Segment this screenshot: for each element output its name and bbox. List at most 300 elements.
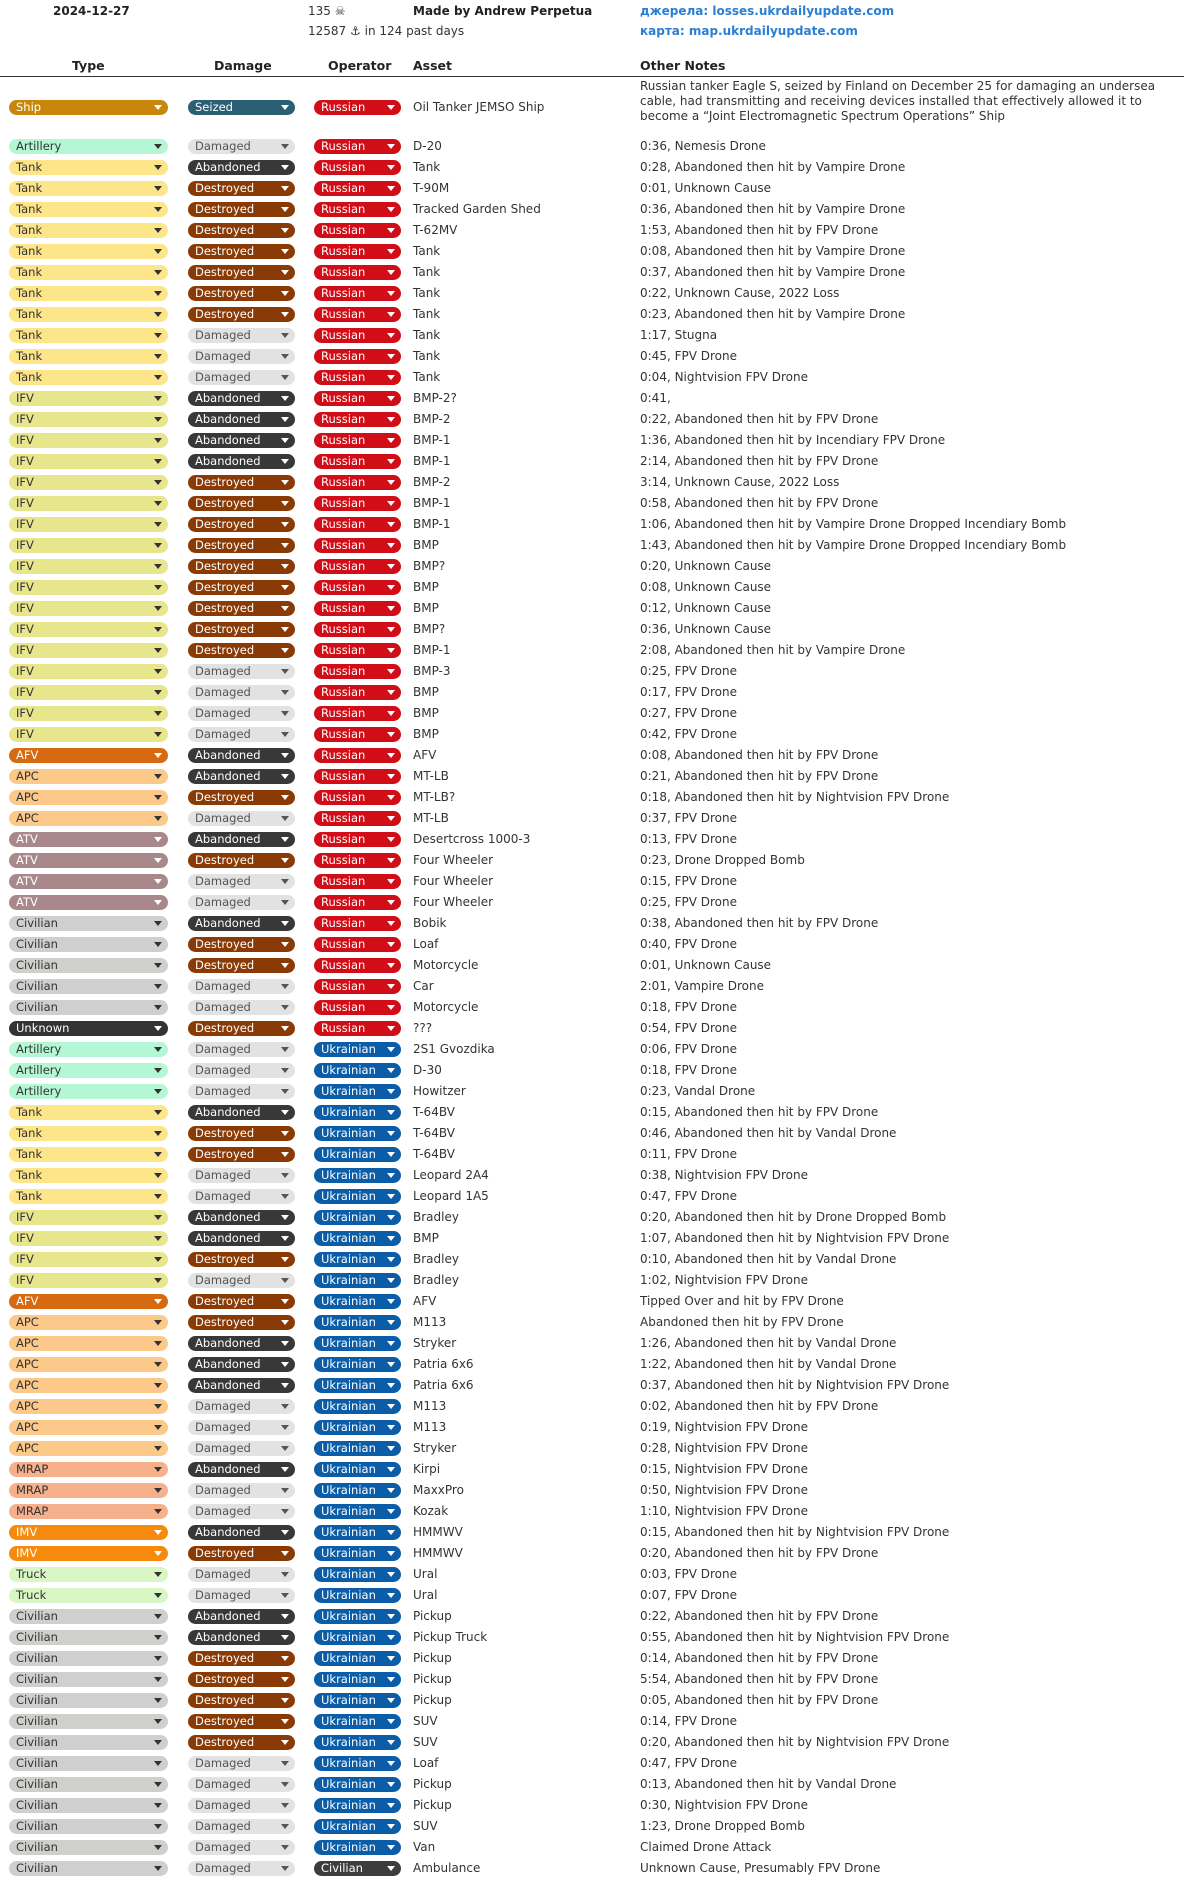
operator-dropdown[interactable]	[314, 244, 401, 259]
damage-dropdown[interactable]	[188, 1252, 295, 1267]
damage-dropdown[interactable]	[188, 769, 295, 784]
operator-dropdown[interactable]	[314, 454, 401, 469]
notes-cell: 0:30, Nightvision FPV Drone	[640, 1798, 808, 1812]
damage-dropdown[interactable]	[188, 1126, 295, 1141]
operator-dropdown[interactable]	[314, 517, 401, 532]
type-dropdown[interactable]	[9, 223, 168, 238]
asset-cell: BMP	[413, 580, 439, 594]
col-type-header: Type	[72, 58, 105, 73]
damage-dropdown[interactable]	[188, 370, 295, 385]
operator-dropdown[interactable]	[314, 1504, 401, 1519]
damage-dropdown[interactable]	[188, 1273, 295, 1288]
type-dropdown[interactable]	[9, 895, 168, 910]
type-dropdown[interactable]	[9, 202, 168, 217]
type-dropdown[interactable]	[9, 1168, 168, 1183]
damage-dropdown[interactable]	[188, 1042, 295, 1057]
chevron-down-icon	[154, 774, 162, 779]
damage-dropdown[interactable]	[188, 1168, 295, 1183]
operator-dropdown[interactable]	[314, 496, 401, 511]
type-dropdown[interactable]	[9, 664, 168, 679]
operator-dropdown[interactable]	[314, 1630, 401, 1645]
type-dropdown-label: Tank	[16, 1147, 43, 1161]
operator-dropdown[interactable]	[314, 181, 401, 196]
damage-dropdown[interactable]	[188, 1063, 295, 1078]
operator-dropdown[interactable]	[314, 1525, 401, 1540]
operator-dropdown-label: Russian	[321, 286, 366, 300]
type-dropdown[interactable]	[9, 748, 168, 763]
operator-dropdown[interactable]	[314, 475, 401, 490]
damage-dropdown[interactable]	[188, 1504, 295, 1519]
damage-dropdown[interactable]	[188, 1147, 295, 1162]
operator-dropdown[interactable]	[314, 1672, 401, 1687]
table-row	[0, 1312, 1184, 1333]
table-row	[0, 766, 1184, 787]
type-dropdown[interactable]	[9, 1588, 168, 1603]
type-dropdown[interactable]	[9, 622, 168, 637]
operator-dropdown[interactable]	[314, 1168, 401, 1183]
damage-dropdown[interactable]	[188, 580, 295, 595]
type-dropdown[interactable]	[9, 1252, 168, 1267]
type-dropdown[interactable]	[9, 643, 168, 658]
damage-dropdown[interactable]	[188, 433, 295, 448]
type-dropdown[interactable]	[9, 517, 168, 532]
operator-dropdown[interactable]	[314, 1693, 401, 1708]
operator-dropdown[interactable]	[314, 1357, 401, 1372]
type-dropdown[interactable]	[9, 727, 168, 742]
chevron-down-icon	[387, 1698, 395, 1703]
operator-dropdown[interactable]	[314, 1399, 401, 1414]
type-dropdown-label: Tank	[16, 1168, 43, 1182]
damage-dropdown[interactable]	[188, 1798, 295, 1813]
chevron-down-icon	[387, 1866, 395, 1871]
damage-dropdown[interactable]	[188, 643, 295, 658]
type-dropdown[interactable]	[9, 706, 168, 721]
damage-dropdown-label: Abandoned	[195, 1231, 261, 1245]
type-dropdown[interactable]	[9, 790, 168, 805]
chevron-down-icon	[281, 900, 289, 905]
table-row	[0, 157, 1184, 178]
damage-dropdown[interactable]	[188, 1588, 295, 1603]
type-dropdown[interactable]	[9, 1126, 168, 1141]
type-dropdown[interactable]	[9, 559, 168, 574]
operator-dropdown[interactable]	[314, 1210, 401, 1225]
damage-dropdown[interactable]	[188, 832, 295, 847]
table-row	[0, 472, 1184, 493]
notes-cell: 0:18, FPV Drone	[640, 1063, 737, 1077]
damage-dropdown[interactable]	[188, 895, 295, 910]
operator-dropdown[interactable]	[314, 643, 401, 658]
operator-dropdown[interactable]	[314, 769, 401, 784]
type-dropdown[interactable]	[9, 811, 168, 826]
operator-dropdown[interactable]	[314, 916, 401, 931]
type-dropdown[interactable]	[9, 307, 168, 322]
type-dropdown[interactable]	[9, 1357, 168, 1372]
type-dropdown[interactable]	[9, 160, 168, 175]
damage-dropdown[interactable]	[188, 1651, 295, 1666]
operator-dropdown[interactable]	[314, 1819, 401, 1834]
operator-dropdown[interactable]	[314, 160, 401, 175]
chevron-down-icon	[281, 1698, 289, 1703]
type-dropdown[interactable]	[9, 853, 168, 868]
type-dropdown[interactable]	[9, 769, 168, 784]
chevron-down-icon	[281, 1488, 289, 1493]
type-dropdown[interactable]	[9, 937, 168, 952]
damage-dropdown[interactable]	[188, 1210, 295, 1225]
type-dropdown[interactable]	[9, 1756, 168, 1771]
damage-dropdown[interactable]	[188, 979, 295, 994]
damage-dropdown[interactable]	[188, 1441, 295, 1456]
damage-dropdown[interactable]	[188, 349, 295, 364]
operator-dropdown-label: Russian	[321, 181, 366, 195]
operator-dropdown[interactable]	[314, 349, 401, 364]
damage-dropdown[interactable]	[188, 601, 295, 616]
operator-dropdown[interactable]	[314, 1336, 401, 1351]
type-dropdown[interactable]	[9, 1462, 168, 1477]
operator-dropdown-label: Ukrainian	[321, 1504, 376, 1518]
operator-dropdown[interactable]	[314, 223, 401, 238]
type-dropdown-label: IFV	[16, 706, 34, 720]
operator-dropdown[interactable]	[314, 538, 401, 553]
damage-dropdown[interactable]	[188, 328, 295, 343]
table-row	[0, 1774, 1184, 1795]
type-dropdown[interactable]	[9, 286, 168, 301]
damage-dropdown[interactable]	[188, 1231, 295, 1246]
operator-dropdown[interactable]	[314, 202, 401, 217]
operator-dropdown[interactable]	[314, 622, 401, 637]
table-row	[0, 1186, 1184, 1207]
type-dropdown[interactable]	[9, 1483, 168, 1498]
operator-dropdown[interactable]	[314, 811, 401, 826]
type-dropdown[interactable]	[9, 979, 168, 994]
damage-dropdown[interactable]	[188, 559, 295, 574]
damage-dropdown[interactable]	[188, 1609, 295, 1624]
damage-dropdown[interactable]	[188, 1693, 295, 1708]
type-dropdown[interactable]	[9, 580, 168, 595]
type-dropdown[interactable]	[9, 601, 168, 616]
operator-dropdown[interactable]	[314, 1147, 401, 1162]
damage-dropdown[interactable]	[188, 706, 295, 721]
operator-dropdown[interactable]	[314, 391, 401, 406]
type-dropdown[interactable]	[9, 1147, 168, 1162]
type-dropdown[interactable]	[9, 454, 168, 469]
damage-dropdown[interactable]	[188, 160, 295, 175]
operator-dropdown[interactable]	[314, 580, 401, 595]
damage-dropdown[interactable]	[188, 1105, 295, 1120]
damage-dropdown-label: Destroyed	[195, 1252, 255, 1266]
operator-dropdown[interactable]	[314, 1420, 401, 1435]
damage-dropdown[interactable]	[188, 1672, 295, 1687]
type-dropdown[interactable]	[9, 1609, 168, 1624]
damage-dropdown[interactable]	[188, 1294, 295, 1309]
table-row	[0, 1081, 1184, 1102]
type-dropdown[interactable]	[9, 265, 168, 280]
operator-dropdown[interactable]	[314, 433, 401, 448]
operator-dropdown[interactable]	[314, 1735, 401, 1750]
damage-dropdown[interactable]	[188, 475, 295, 490]
damage-dropdown[interactable]	[188, 1546, 295, 1561]
operator-dropdown[interactable]	[314, 1105, 401, 1120]
operator-dropdown[interactable]	[314, 1588, 401, 1603]
damage-dropdown[interactable]	[188, 916, 295, 931]
operator-dropdown[interactable]	[314, 286, 401, 301]
damage-dropdown-label: Damaged	[195, 1042, 251, 1056]
type-dropdown[interactable]	[9, 433, 168, 448]
operator-dropdown[interactable]	[314, 1231, 401, 1246]
type-dropdown[interactable]	[9, 1672, 168, 1687]
type-dropdown[interactable]	[9, 1840, 168, 1855]
chevron-down-icon	[154, 1845, 162, 1850]
damage-dropdown[interactable]	[188, 538, 295, 553]
damage-dropdown[interactable]	[188, 1483, 295, 1498]
asset-cell: AFV	[413, 748, 437, 762]
damage-dropdown[interactable]	[188, 454, 295, 469]
operator-dropdown[interactable]	[314, 1021, 401, 1036]
type-dropdown[interactable]	[9, 832, 168, 847]
type-dropdown[interactable]	[9, 1546, 168, 1561]
type-dropdown[interactable]	[9, 1504, 168, 1519]
operator-dropdown[interactable]	[314, 790, 401, 805]
type-dropdown[interactable]	[9, 916, 168, 931]
type-dropdown[interactable]	[9, 1693, 168, 1708]
operator-dropdown-label: Ukrainian	[321, 1084, 376, 1098]
damage-dropdown[interactable]	[188, 517, 295, 532]
type-dropdown[interactable]	[9, 139, 168, 154]
chevron-down-icon	[281, 837, 289, 842]
damage-dropdown[interactable]	[188, 874, 295, 889]
operator-dropdown[interactable]	[314, 832, 401, 847]
damage-dropdown[interactable]	[188, 1567, 295, 1582]
type-dropdown[interactable]	[9, 328, 168, 343]
operator-dropdown[interactable]	[314, 1651, 401, 1666]
damage-dropdown[interactable]	[188, 139, 295, 154]
operator-dropdown[interactable]	[314, 139, 401, 154]
chevron-down-icon	[154, 732, 162, 737]
type-dropdown[interactable]	[9, 874, 168, 889]
asset-cell: 2S1 Gvozdika	[413, 1042, 495, 1056]
operator-dropdown[interactable]	[314, 1189, 401, 1204]
table-row	[0, 1039, 1184, 1060]
type-dropdown[interactable]	[9, 685, 168, 700]
operator-dropdown[interactable]	[314, 1567, 401, 1582]
operator-dropdown[interactable]	[314, 307, 401, 322]
type-dropdown[interactable]	[9, 1399, 168, 1414]
type-dropdown[interactable]	[9, 1000, 168, 1015]
chevron-down-icon	[154, 1341, 162, 1346]
damage-dropdown[interactable]	[188, 685, 295, 700]
damage-dropdown[interactable]	[188, 1000, 295, 1015]
type-dropdown[interactable]	[9, 1315, 168, 1330]
chevron-down-icon	[281, 606, 289, 611]
operator-dropdown[interactable]	[314, 1084, 401, 1099]
operator-dropdown[interactable]	[314, 1441, 401, 1456]
type-dropdown[interactable]	[9, 1525, 168, 1540]
damage-dropdown[interactable]	[188, 100, 295, 115]
damage-dropdown[interactable]	[188, 391, 295, 406]
operator-dropdown[interactable]	[314, 1546, 401, 1561]
operator-dropdown[interactable]	[314, 265, 401, 280]
notes-cell: 1:23, Drone Dropped Bomb	[640, 1819, 805, 1833]
operator-dropdown[interactable]	[314, 100, 401, 115]
type-dropdown[interactable]	[9, 1063, 168, 1078]
asset-cell: Motorcycle	[413, 1000, 479, 1014]
operator-dropdown[interactable]	[314, 1126, 401, 1141]
operator-dropdown[interactable]	[314, 685, 401, 700]
type-dropdown[interactable]	[9, 1210, 168, 1225]
operator-dropdown[interactable]	[314, 601, 401, 616]
map-link[interactable]: карта: map.ukrdailyupdate.com	[640, 24, 858, 38]
type-dropdown[interactable]	[9, 1273, 168, 1288]
damage-dropdown[interactable]	[188, 223, 295, 238]
damage-dropdown[interactable]	[188, 1819, 295, 1834]
operator-dropdown[interactable]	[314, 412, 401, 427]
operator-dropdown[interactable]	[314, 559, 401, 574]
damage-dropdown[interactable]	[188, 790, 295, 805]
operator-dropdown[interactable]	[314, 874, 401, 889]
operator-dropdown[interactable]	[314, 1777, 401, 1792]
type-dropdown[interactable]	[9, 1042, 168, 1057]
operator-dropdown[interactable]	[314, 727, 401, 742]
operator-dropdown[interactable]	[314, 1273, 401, 1288]
operator-dropdown[interactable]	[314, 706, 401, 721]
damage-dropdown[interactable]	[188, 1336, 295, 1351]
damage-dropdown[interactable]	[188, 181, 295, 196]
damage-dropdown[interactable]	[188, 1315, 295, 1330]
operator-dropdown[interactable]	[314, 1756, 401, 1771]
damage-dropdown[interactable]	[188, 1714, 295, 1729]
type-dropdown[interactable]	[9, 1714, 168, 1729]
operator-dropdown[interactable]	[314, 1315, 401, 1330]
chevron-down-icon	[387, 1635, 395, 1640]
damage-dropdown[interactable]	[188, 1462, 295, 1477]
damage-dropdown[interactable]	[188, 748, 295, 763]
chevron-down-icon	[154, 1698, 162, 1703]
type-dropdown[interactable]	[9, 1336, 168, 1351]
damage-dropdown[interactable]	[188, 1420, 295, 1435]
operator-dropdown[interactable]	[314, 937, 401, 952]
type-dropdown[interactable]	[9, 244, 168, 259]
type-dropdown[interactable]	[9, 1378, 168, 1393]
type-dropdown[interactable]	[9, 391, 168, 406]
damage-dropdown[interactable]	[188, 664, 295, 679]
type-dropdown[interactable]	[9, 1189, 168, 1204]
damage-dropdown[interactable]	[188, 307, 295, 322]
damage-dropdown[interactable]	[188, 1378, 295, 1393]
damage-dropdown[interactable]	[188, 1021, 295, 1036]
operator-dropdown[interactable]	[314, 1252, 401, 1267]
operator-dropdown[interactable]	[314, 895, 401, 910]
type-dropdown[interactable]	[9, 1651, 168, 1666]
type-dropdown[interactable]	[9, 1021, 168, 1036]
damage-dropdown[interactable]	[188, 958, 295, 973]
operator-dropdown[interactable]	[314, 1378, 401, 1393]
type-dropdown[interactable]	[9, 412, 168, 427]
type-dropdown[interactable]	[9, 181, 168, 196]
type-dropdown[interactable]	[9, 475, 168, 490]
type-dropdown-label: Civilian	[16, 979, 58, 993]
damage-dropdown-label: Damaged	[195, 874, 251, 888]
type-dropdown[interactable]	[9, 1441, 168, 1456]
type-dropdown[interactable]	[9, 1630, 168, 1645]
type-dropdown[interactable]	[9, 1420, 168, 1435]
operator-dropdown[interactable]	[314, 1798, 401, 1813]
damage-dropdown[interactable]	[188, 1777, 295, 1792]
damage-dropdown[interactable]	[188, 727, 295, 742]
damage-dropdown[interactable]	[188, 286, 295, 301]
type-dropdown[interactable]	[9, 958, 168, 973]
type-dropdown[interactable]	[9, 1105, 168, 1120]
operator-dropdown-label: Ukrainian	[321, 1735, 376, 1749]
damage-dropdown[interactable]	[188, 1525, 295, 1540]
operator-dropdown[interactable]	[314, 1462, 401, 1477]
type-dropdown[interactable]	[9, 349, 168, 364]
type-dropdown[interactable]	[9, 1735, 168, 1750]
operator-dropdown[interactable]	[314, 1042, 401, 1057]
damage-dropdown[interactable]	[188, 1189, 295, 1204]
damage-dropdown[interactable]	[188, 202, 295, 217]
type-dropdown[interactable]	[9, 1567, 168, 1582]
operator-dropdown[interactable]	[314, 748, 401, 763]
damage-dropdown[interactable]	[188, 412, 295, 427]
operator-dropdown[interactable]	[314, 853, 401, 868]
damage-dropdown[interactable]	[188, 853, 295, 868]
damage-dropdown-label: Damaged	[195, 1441, 251, 1455]
notes-cell: 0:22, Abandoned then hit by FPV Drone	[640, 1609, 879, 1623]
type-dropdown[interactable]	[9, 1819, 168, 1834]
operator-dropdown[interactable]	[314, 328, 401, 343]
type-dropdown[interactable]	[9, 1294, 168, 1309]
type-dropdown[interactable]	[9, 1231, 168, 1246]
damage-dropdown[interactable]	[188, 244, 295, 259]
operator-dropdown[interactable]	[314, 958, 401, 973]
type-dropdown[interactable]	[9, 1798, 168, 1813]
damage-dropdown[interactable]	[188, 1735, 295, 1750]
damage-dropdown[interactable]	[188, 265, 295, 280]
operator-dropdown[interactable]	[314, 664, 401, 679]
operator-dropdown[interactable]	[314, 370, 401, 385]
damage-dropdown-label: Damaged	[195, 1000, 251, 1014]
operator-dropdown[interactable]	[314, 1063, 401, 1078]
type-dropdown-label: Tank	[16, 160, 43, 174]
damage-dropdown[interactable]	[188, 1840, 295, 1855]
damage-dropdown[interactable]	[188, 496, 295, 511]
operator-dropdown-label: Ukrainian	[321, 1546, 376, 1560]
operator-dropdown[interactable]	[314, 1294, 401, 1309]
damage-dropdown[interactable]	[188, 1084, 295, 1099]
type-dropdown[interactable]	[9, 1777, 168, 1792]
damage-dropdown[interactable]	[188, 937, 295, 952]
damage-dropdown-label: Destroyed	[195, 307, 255, 321]
type-dropdown[interactable]	[9, 496, 168, 511]
type-dropdown[interactable]	[9, 370, 168, 385]
type-dropdown[interactable]	[9, 100, 168, 115]
damage-dropdown[interactable]	[188, 1357, 295, 1372]
damage-dropdown[interactable]	[188, 811, 295, 826]
operator-dropdown[interactable]	[314, 1000, 401, 1015]
type-dropdown-label: IFV	[16, 517, 34, 531]
sources-link[interactable]: джерела: losses.ukrdailyupdate.com	[640, 4, 895, 18]
operator-dropdown[interactable]	[314, 1840, 401, 1855]
operator-dropdown[interactable]	[314, 1483, 401, 1498]
damage-dropdown[interactable]	[188, 1756, 295, 1771]
operator-dropdown[interactable]	[314, 979, 401, 994]
type-dropdown[interactable]	[9, 1084, 168, 1099]
damage-dropdown[interactable]	[188, 622, 295, 637]
type-dropdown[interactable]	[9, 538, 168, 553]
operator-dropdown[interactable]	[314, 1609, 401, 1624]
damage-dropdown[interactable]	[188, 1630, 295, 1645]
operator-dropdown[interactable]	[314, 1714, 401, 1729]
damage-dropdown[interactable]	[188, 1399, 295, 1414]
